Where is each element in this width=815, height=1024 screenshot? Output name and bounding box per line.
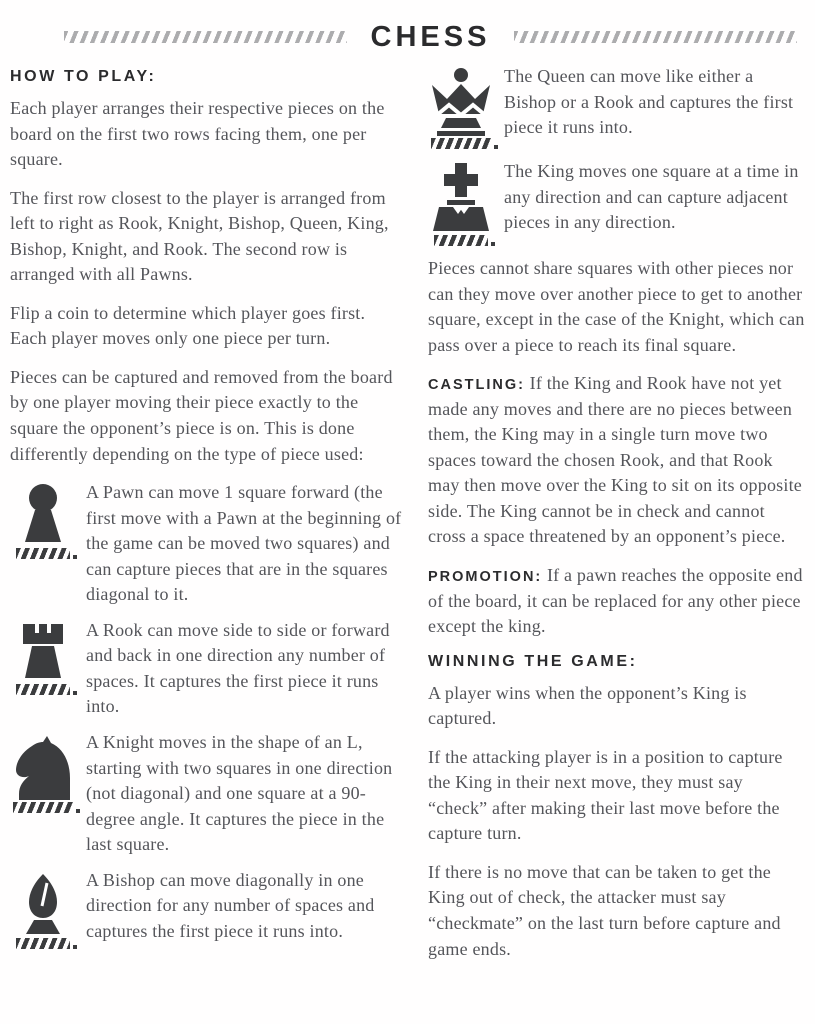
king-base-hatch bbox=[434, 235, 488, 246]
king-icon bbox=[428, 159, 494, 246]
capture-paragraph: Pieces can be captured and removed from the board by one player moving their piece exactly to the square the opponent’s piece is on. This is done differently depending on the type of piece used: bbox=[10, 366, 393, 464]
coin-flip-paragraph: Flip a coin to determine which player goes first. Each player moves only one piece per turn. bbox=[10, 302, 366, 349]
left-column bbox=[10, 62, 402, 975]
king-rule-row bbox=[428, 159, 805, 246]
right-column bbox=[428, 62, 805, 975]
winning-the-game-heading: WINNING THE GAME: bbox=[428, 652, 638, 670]
how-to-play-heading: HOW TO PLAY: bbox=[10, 68, 157, 85]
knight-icon bbox=[10, 730, 76, 858]
queen-rule-text: The Queen can move like either a Bishop or a Rook and captures the first piece it runs into. bbox=[504, 66, 794, 138]
setup-paragraph: Each player arranges their respective pieces on the board on the first two rows facing them, one per square. bbox=[10, 98, 385, 170]
queen-rule-row bbox=[428, 64, 805, 149]
knight-base-hatch bbox=[13, 802, 73, 813]
first-row-paragraph: The first row closest to the player is arranged from left to right as Rook, Knight, Bishop, Queen, King, Bishop, Knight, and Rook. The second row is arranged with all Pawns. bbox=[10, 187, 389, 285]
pawn-icon bbox=[10, 480, 76, 608]
castling-label: CASTLING: bbox=[428, 377, 525, 394]
bishop-rule-text: A Bishop can move diagonally in one direction for any number of spaces and captures the first piece it runs into. bbox=[86, 869, 375, 941]
bishop-icon bbox=[10, 868, 76, 949]
content-columns bbox=[10, 62, 805, 975]
hatch-stripe-right-icon bbox=[514, 31, 797, 43]
promotion-text: If a pawn reaches the opposite end of the board, it can be replaced for any other piece except the king. bbox=[428, 565, 803, 637]
rook-rule-text: A Rook can move side to side or forward and back in one direction any number of spaces. It captures the first piece it runs into. bbox=[86, 619, 390, 717]
castling-paragraph bbox=[428, 371, 805, 550]
check-paragraph: If the attacking player is in a position to capture the King in their next move, they must say “check” after making their last move before the capture turn. bbox=[428, 746, 783, 844]
pawn-rule-text: A Pawn can move 1 square forward (the first move with a Pawn at the beginning of the game can be moved two squares) and can capture pieces that are in the squares diagonal to it. bbox=[86, 482, 402, 605]
checkmate-paragraph: If there is no move that can be taken to get the King out of check, the attacker must say “checkmate” on the last turn before capture and game ends. bbox=[428, 861, 781, 959]
pawn-base-hatch bbox=[16, 548, 70, 559]
queen-icon bbox=[428, 64, 494, 149]
rook-base-hatch bbox=[16, 684, 70, 695]
bishop-rule-row bbox=[10, 868, 402, 949]
page-header bbox=[10, 6, 805, 58]
sharing-squares-paragraph: Pieces cannot share squares with other pieces nor can they move over another piece to get to another square, except in the case of the Knight, which can pass over a piece to reach its final square. bbox=[428, 258, 805, 355]
bishop-base-hatch bbox=[16, 938, 70, 949]
castling-text: If the King and Rook have not yet made any moves and there are no pieces between them, the King may in a single turn move two spaces toward the chosen Rook, and that Rook may then move over the King to sit on its opposite side. The King cannot be in check and cannot cross a space threatened by an opponent’s piece. bbox=[428, 373, 802, 547]
pawn-rule-row bbox=[10, 480, 402, 608]
rook-icon bbox=[10, 618, 76, 720]
queen-base-hatch bbox=[431, 138, 491, 149]
knight-rule-text: A Knight moves in the shape of an L, starting with two squares in one direction (not diagonal) and one square at a 90-degree angle. It captures the piece in the last square. bbox=[86, 732, 393, 855]
win-condition-paragraph: A player wins when the opponent’s King is captured. bbox=[428, 682, 747, 729]
king-rule-text: The King moves one square at a time in any direction and can capture adjacent pieces in any direction. bbox=[504, 161, 799, 233]
promotion-paragraph bbox=[428, 563, 805, 640]
hatch-stripe-left-icon bbox=[64, 31, 347, 43]
knight-rule-row bbox=[10, 730, 402, 858]
rook-rule-row bbox=[10, 618, 402, 720]
page-title: CHESS bbox=[370, 20, 491, 53]
promotion-label: PROMOTION: bbox=[428, 569, 543, 586]
